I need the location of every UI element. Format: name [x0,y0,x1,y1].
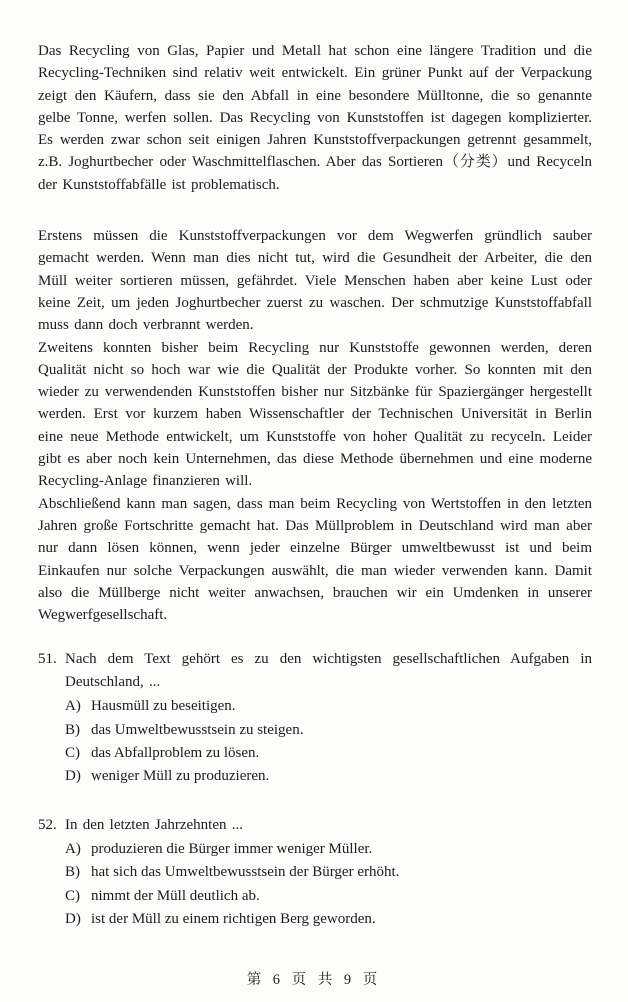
option-text: das Umweltbewusstsein zu steigen. [91,721,304,738]
question-51-option-a [65,695,592,717]
question-51-option-d [65,765,592,787]
question-51-head [38,648,592,693]
paragraph-zweitens: Zweitens konnten bisher beim Recycling nur Kunststoffe gewonnen werden, deren Qualität nicht so hoch war wie die Qualität der Produkte vorher. So konnten mit den wieder zu verwendenden Kunststoffen bisher nur Sitzbänke für Spaziergänger hergestellt werden. Erst vor kurzem haben Wissenschaftler der Technischen Universität in Berlin eine neue Methode entwickelt, um Kunststoffe von hoher Qualität zu recyceln. Leider gibt es aber noch kein Unternehmen, das diese Methode übernehmen und eine moderne Recycling-Anlage finanzieren will. [38,339,592,490]
option-label: C) [65,745,80,762]
paragraph-intro: Das Recycling von Glas, Papier und Metall hat schon eine längere Tradition und die Recycling-Techniken sind relativ weit entwickelt. Ein grüner Punkt auf der Verpackung zeigt den Käufern, dass sie den Abfall in eine besondere Mülltonne, die so genannte gelbe Tonne, werfen sollen. Das Recycling von Kunststoffen ist dagegen komplizierter. Es werden zwar schon seit einigen Jahren Kunststoffverpackungen getrennt gesammelt, z.B. Joghurtbecher oder Waschmittelflaschen. Aber das Sortieren（分类）und Recyceln der Kunststoffabfälle ist problematisch. [38,43,592,193]
page-footer [0,968,628,989]
paragraph-erstens: Erstens müssen die Kunststoffverpackungen vor dem Wegwerfen gründlich sauber gemacht werden. Wenn man dies nicht tut, wird die Gesundheit der Arbeiter, die den Müll weiter sortieren müssen, gefährdet. Viele Menschen haben aber keine Lust oder keine Zeit, um jeden Joghurtbecher zuerst zu waschen. Der schmutzige Kunststoffabfall muss dann doch verbrannt werden. [38,228,592,334]
option-text: nimmt der Müll deutlich ab. [91,887,260,904]
question-52-number: 52. [38,816,57,833]
option-label: A) [65,698,81,715]
option-label: D) [65,768,81,785]
question-52-options [65,838,592,930]
question-51-stem: Nach dem Text gehört es zu den wichtigsten gesellschaftlichen Aufgaben in Deutschland, ... [65,651,592,690]
page-indicator: 第 6 页 共 9 页 [246,972,382,988]
question-51 [38,648,592,787]
option-text: Hausmüll zu beseitigen. [91,698,236,715]
question-52-option-b [65,861,592,883]
option-label: B) [65,721,80,738]
question-51-option-b [65,719,592,741]
question-52 [38,814,592,931]
option-label: A) [65,841,81,858]
question-51-option-c [65,742,592,764]
question-51-number: 51. [38,651,57,668]
question-52-stem: In den letzten Jahrzehnten ... [65,816,244,833]
question-52-head [38,814,592,837]
option-text: das Abfallproblem zu lösen. [91,745,260,762]
question-52-option-a [65,838,592,860]
option-text: hat sich das Umweltbewusstsein der Bürger erhöht. [91,864,400,881]
option-label: B) [65,864,80,881]
option-label: D) [65,911,81,927]
question-51-options [65,695,592,787]
paragraph-abschliessend: Abschließend kann man sagen, dass man beim Recycling von Wertstoffen in den letzten Jahren große Fortschritte gemacht hat. Das Müllproblem in Deutschland wird man aber nur dann lösen können, wenn jeder einzelne Bürger umweltbewusst ist und beim Einkaufen nur solche Verpackungen auswählt, die man wieder verwenden kann. Damit also die Müllberge nicht weiter anwachsen, brauchen wir ein Umdenken in unserer Wegwerfgesellschaft. [38,495,592,624]
option-text: ist der Müll zu einem richtigen Berg geworden. [91,911,376,927]
reading-text [38,40,592,626]
option-text: produzieren die Bürger immer weniger Müller. [91,841,373,858]
option-text: weniger Müll zu produzieren. [91,768,270,785]
option-label: C) [65,887,80,904]
question-52-option-c [65,885,592,907]
question-52-option-d [65,908,592,930]
